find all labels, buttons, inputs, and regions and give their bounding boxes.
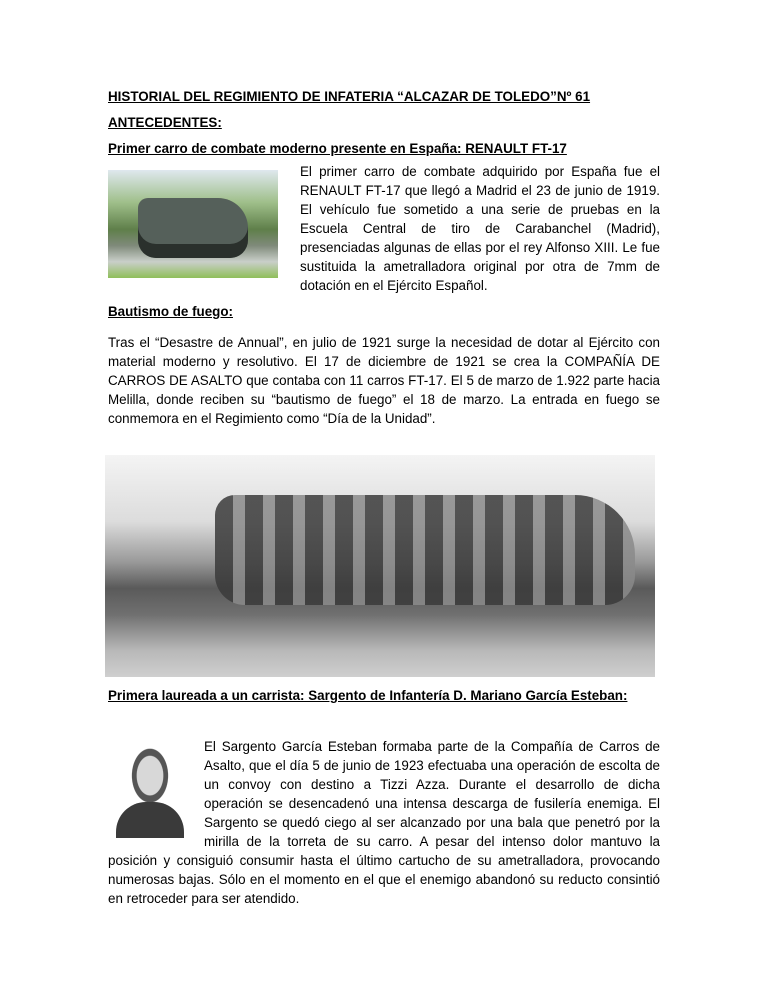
antecedentes-heading: ANTECEDENTES: — [108, 115, 222, 130]
section3-text: El Sargento García Esteban formaba parte de la Compañía de Carros de Asalto, que el día 5 de junio de 1923 efectuaba una operación de escolta de un convoy con destino a Tizzi Azza. Durante el desarrollo de dicha operación se desencadenó una intensa descarga de fusilería enemiga. El Sargento se quedó ciego al ser alcanzado por una bala que penetró por la mirilla de la torreta de su carro. A pesar del intenso dolor mantuvo la posición y consiguió consumir hasta el último cartucho de su ametralladora, provocando numerosas bajas. Sólo en el momento en el que el enemigo abandonó su reducto consintió en retroceder para ser atendido. — [108, 739, 660, 906]
section2-text: Tras el “Desastre de Annual”, en julio de 1921 surge la necesidad de dotar al Ejército con material moderno y resolutivo. El 17 de diciembre de 1921 se crea la COMPAÑÍA DE CARROS DE ASALTO que contaba con 11 carros FT-17. El 5 de marzo de 1.922 parte hacia Melilla, donde reciben su “bautismo de fuego” el 18 de marzo. La entrada en fuego se conmemora en el Regimiento como “Día de la Unidad”. — [108, 335, 660, 426]
tanks-row-photo — [105, 455, 655, 677]
section3-heading: Primera laureada a un carrista: Sargento de Infantería D. Mariano García Esteban: — [108, 688, 628, 703]
section1-text: El primer carro de combate adquirido por España fue el RENAULT FT-17 que llegó a Madrid el 23 de junio de 1919. El vehículo fue sometido a una serie de pruebas en la Escuela Central de tiro de Carabanchel (Madrid), presenciadas algunas de ellas por el rey Alfonso XIII. Le fue sustituida la ametralladora original por otra de 7mm de dotación en el Ejército Español. — [300, 164, 660, 293]
section2-heading: Bautismo de fuego: — [108, 304, 233, 319]
section1-heading: Primer carro de combate moderno presente en España: RENAULT FT-17 — [108, 141, 567, 156]
document-title: HISTORIAL DEL REGIMIENTO DE INFATERIA “ALCAZAR DE TOLEDO”Nº 61 — [108, 89, 591, 104]
